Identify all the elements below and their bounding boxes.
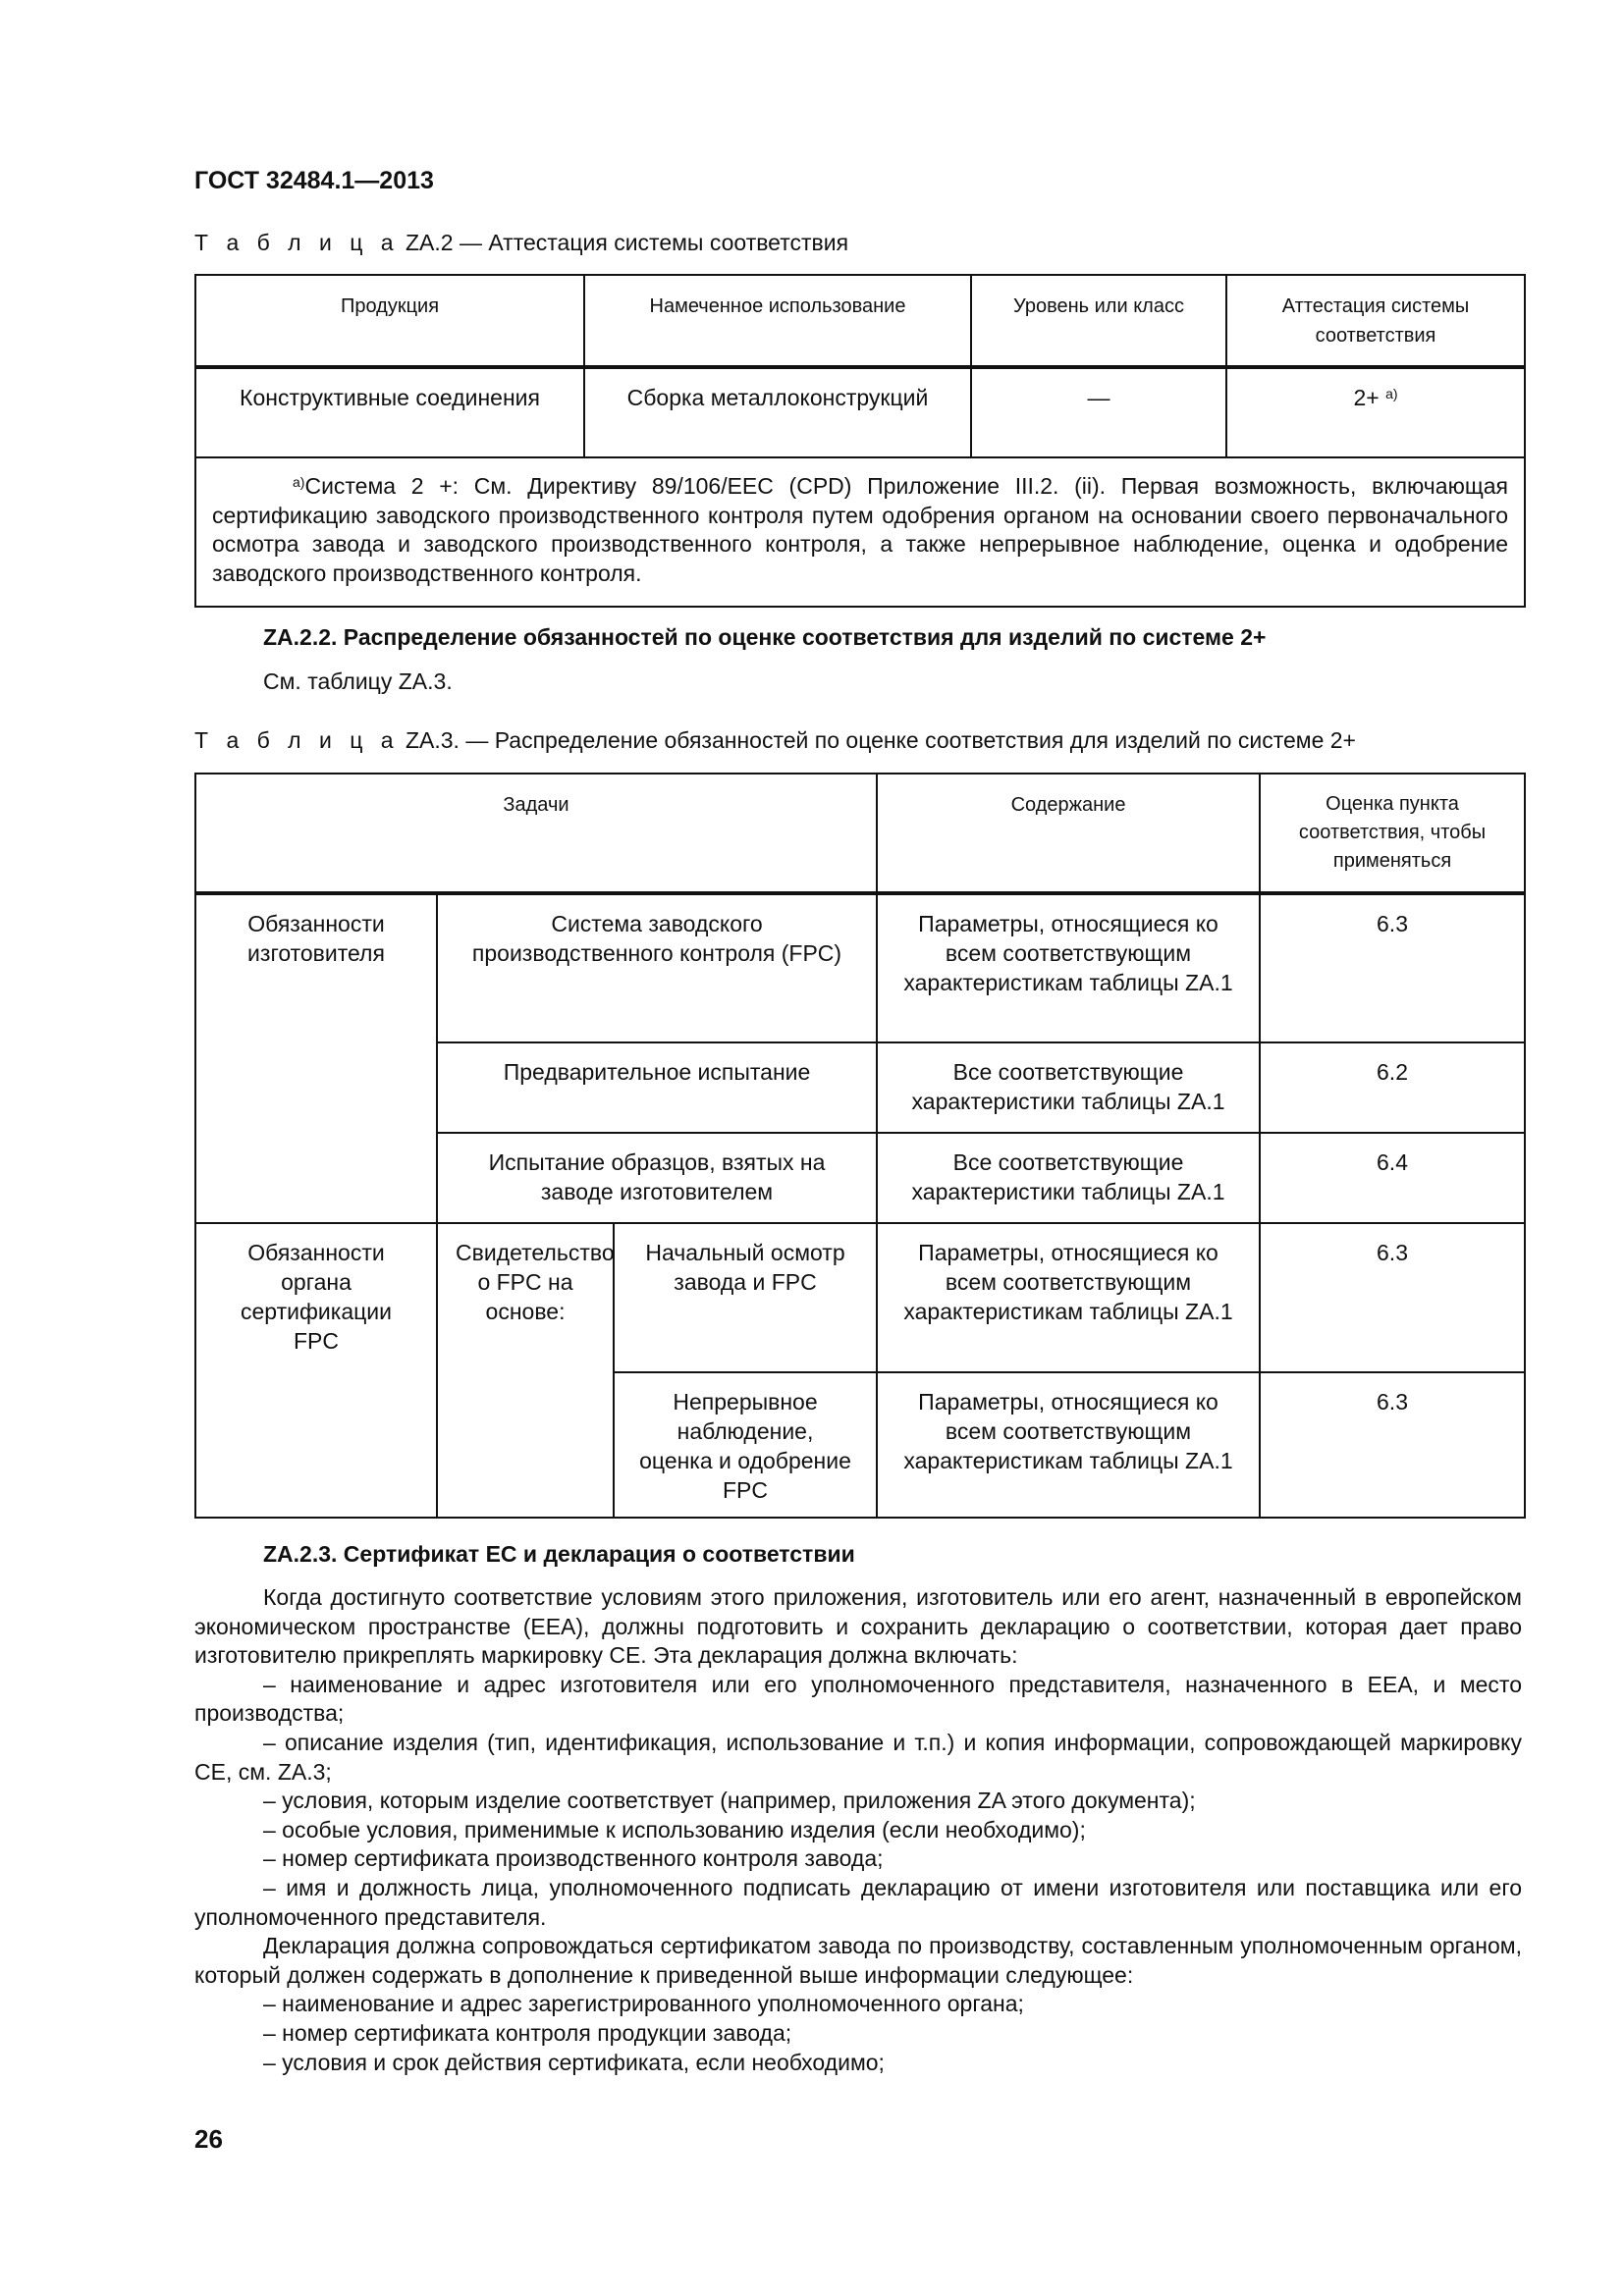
list-item: – особые условия, применимые к использованию изделия (если необходимо); <box>263 1816 1086 1842</box>
section-za22-text: См. таблицу ZA.3. <box>263 668 453 694</box>
table-za2-header-attestation: Аттестация системы соответствия <box>1226 275 1525 367</box>
table-za2-cell-attestation <box>1226 367 1525 457</box>
table-cell-clause: 6.2 <box>1260 1042 1525 1133</box>
section-za23-title: ZA.2.3. Сертификат EC и декларация о соответствии <box>263 1541 855 1567</box>
table-cell-clause: 6.4 <box>1260 1133 1525 1223</box>
table-cell-content: Все соответствующие характеристики таблицы ZA.1 <box>877 1042 1260 1133</box>
table-cell-clause: 6.3 <box>1260 893 1525 1042</box>
document-code: ГОСТ 32484.1—2013 <box>194 167 434 194</box>
table-row: Начальный осмотр завода и FPC <box>614 1223 877 1372</box>
table-za2-footnote <box>195 457 1525 607</box>
table-za2-caption-text: ZA.2 — Аттестация системы соответствия <box>405 230 849 255</box>
paragraph: Декларация должна сопровождаться сертификатом завода по производству, составленным уполномоченным органом, который должен содержать в дополнение к приведенной выше информации следующее: <box>194 1933 1522 1988</box>
page-number: 26 <box>194 2124 223 2154</box>
table-za3 <box>194 773 1526 1519</box>
table-za3-group-manufacturer: Обязанности изготовителя <box>195 893 437 1223</box>
list-item: – имя и должность лица, уполномоченного подписать декларацию от имени изготовителя или поставщика или его уполномоченного представителя. <box>194 1874 1522 1930</box>
list-item: – номер сертификата производственного контроля завода; <box>263 1845 884 1872</box>
list-item: – описание изделия (тип, идентификация, использование и т.п.) и копия информации, сопровождающей маркировку CE, см. ZA.3; <box>194 1729 1522 1785</box>
table-row: Непрерывное наблюдение, оценка и одобрение FPC <box>614 1372 877 1518</box>
paragraph: Когда достигнуто соответствие условиям этого приложения, изготовитель или его агент, назначенный в европейском экономическом пространстве (EEA), должны подготовить и сохранить декларацию о соответствии, которая дает право изготовителю прикреплять маркировку CE. Эта декларация должна включать: <box>194 1584 1522 1669</box>
footnote-ref: а) <box>1385 386 1398 401</box>
table-cell-content: Все соответствующие характеристики таблицы ZA.1 <box>877 1133 1260 1223</box>
list-item: – номер сертификата контроля продукции завода; <box>263 2019 792 2046</box>
section-za22-title: ZA.2.2. Распределение обязанностей по оценке соответствия для изделий по системе 2+ <box>263 624 1267 650</box>
table-row: Система заводского производственного контроля (FPC) <box>437 893 877 1042</box>
table-word: Т а б л и ц а <box>194 230 400 255</box>
table-za2-header-product: Продукция <box>195 275 584 367</box>
table-word: Т а б л и ц а <box>194 727 400 753</box>
table-row: Испытание образцов, взятых на заводе изготовителем <box>437 1133 877 1223</box>
section-za23-body <box>194 1583 1522 2077</box>
attestation-value: 2+ <box>1353 385 1380 410</box>
list-item: – наименование и адрес изготовителя или его уполномоченного представителя, назначенного в EEA, и место производства; <box>194 1671 1522 1727</box>
table-za2-cell-product: Конструктивные соединения <box>195 367 584 457</box>
table-za2-cell-intended-use: Сборка металлоконструкций <box>584 367 971 457</box>
table-row: Предварительное испытание <box>437 1042 877 1133</box>
table-cell-content: Параметры, относящиеся ко всем соответствующим характеристикам таблицы ZA.1 <box>877 1223 1260 1372</box>
table-za2-header-intended-use: Намеченное использование <box>584 275 971 367</box>
table-za2-caption <box>194 230 848 256</box>
list-item: – наименование и адрес зарегистрированного уполномоченного органа; <box>263 1991 1024 2017</box>
table-za2-cell-level: — <box>971 367 1226 457</box>
table-za3-subgroup-evidence: Свидетельство о FPC на основе: <box>437 1223 614 1518</box>
table-za3-header-clause: Оценка пункта соответствия, чтобы применяться <box>1260 774 1525 893</box>
footnote-text: Система 2 +: См. Директиву 89/106/EEC (CPD) Приложение III.2. (ii). Первая возможность, включающая сертификацию заводского производственного контроля путем одобрения органом на основании своего первоначального осмотра завода и заводского производственного контроля, а также непрерывное наблюдение, оценка и одобрение заводского производственного контроля. <box>212 473 1508 586</box>
table-za2 <box>194 274 1526 608</box>
table-cell-clause: 6.3 <box>1260 1223 1525 1372</box>
table-cell-content: Параметры, относящиеся ко всем соответствующим характеристикам таблицы ZA.1 <box>877 893 1260 1042</box>
table-za3-header-tasks: Задачи <box>195 774 877 893</box>
table-cell-clause: 6.3 <box>1260 1372 1525 1518</box>
table-cell-content: Параметры, относящиеся ко всем соответствующим характеристикам таблицы ZA.1 <box>877 1372 1260 1518</box>
table-za3-caption-text: ZA.3. — Распределение обязанностей по оценке соответствия для изделий по системе 2+ <box>405 727 1356 753</box>
table-za3-caption <box>194 727 1356 754</box>
table-za3-group-certification-body: Обязанности органа сертификации FPC <box>195 1223 437 1518</box>
table-za2-header-level: Уровень или класс <box>971 275 1226 367</box>
table-za3-header-content: Содержание <box>877 774 1260 893</box>
list-item: – условия и срок действия сертификата, если необходимо; <box>263 2049 885 2075</box>
footnote-marker: а) <box>293 474 305 490</box>
list-item: – условия, которым изделие соответствует (например, приложения ZA этого документа); <box>263 1788 1196 1814</box>
